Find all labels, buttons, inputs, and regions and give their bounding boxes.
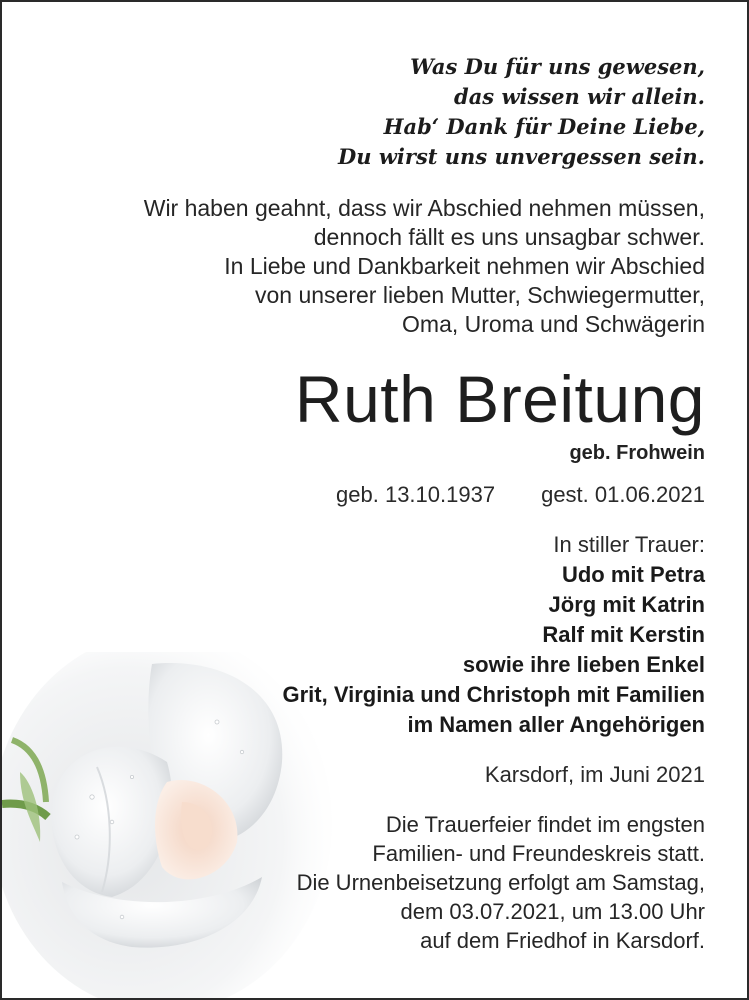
poem-line: Was Du für uns gewesen, xyxy=(410,54,705,79)
intro-line: In Liebe und Dankbarkeit nehmen wir Abschied xyxy=(224,253,705,279)
birth-date: geb. 13.10.1937 xyxy=(336,482,496,507)
life-dates xyxy=(336,482,705,508)
funeral-line: Die Urnenbeisetzung erfolgt am Samstag, xyxy=(296,870,705,895)
poem-line: Du wirst uns unvergessen sein. xyxy=(338,144,705,169)
poem-line: Hab‘ Dank für Deine Liebe, xyxy=(383,114,705,139)
deceased-name: Ruth Breitung xyxy=(294,362,705,436)
mourner-line: Ralf mit Kerstin xyxy=(542,622,705,647)
intro-line: dennoch fällt es uns unsagbar schwer. xyxy=(313,224,705,250)
mourner-line: Grit, Virginia und Christoph mit Familien xyxy=(282,682,705,707)
mourners-heading: In stiller Trauer: xyxy=(553,532,705,557)
maiden-name: geb. Frohwein xyxy=(569,442,705,464)
funeral-line: Familien- und Freundeskreis statt. xyxy=(372,841,705,866)
funeral-line: dem 03.07.2021, um 13.00 Uhr xyxy=(400,899,705,924)
mourner-line: Jörg mit Katrin xyxy=(548,592,705,617)
intro-line: von unserer lieben Mutter, Schwiegermutter, xyxy=(254,282,705,308)
mourner-line: sowie ihre lieben Enkel xyxy=(462,652,705,677)
funeral-line: auf dem Friedhof in Karsdorf. xyxy=(420,928,705,953)
poem-line: das wissen wir allein. xyxy=(454,84,705,109)
intro-line: Oma, Uroma und Schwägerin xyxy=(402,311,705,337)
funeral-line: Die Trauerfeier findet im engsten xyxy=(385,812,705,837)
mourner-line: im Namen aller Angehörigen xyxy=(407,712,705,737)
intro-line: Wir haben geahnt, dass wir Abschied nehmen müssen, xyxy=(143,195,705,221)
mourner-line: Udo mit Petra xyxy=(561,562,705,587)
death-date: gest. 01.06.2021 xyxy=(541,482,705,507)
place-date: Karsdorf, im Juni 2021 xyxy=(484,762,705,787)
